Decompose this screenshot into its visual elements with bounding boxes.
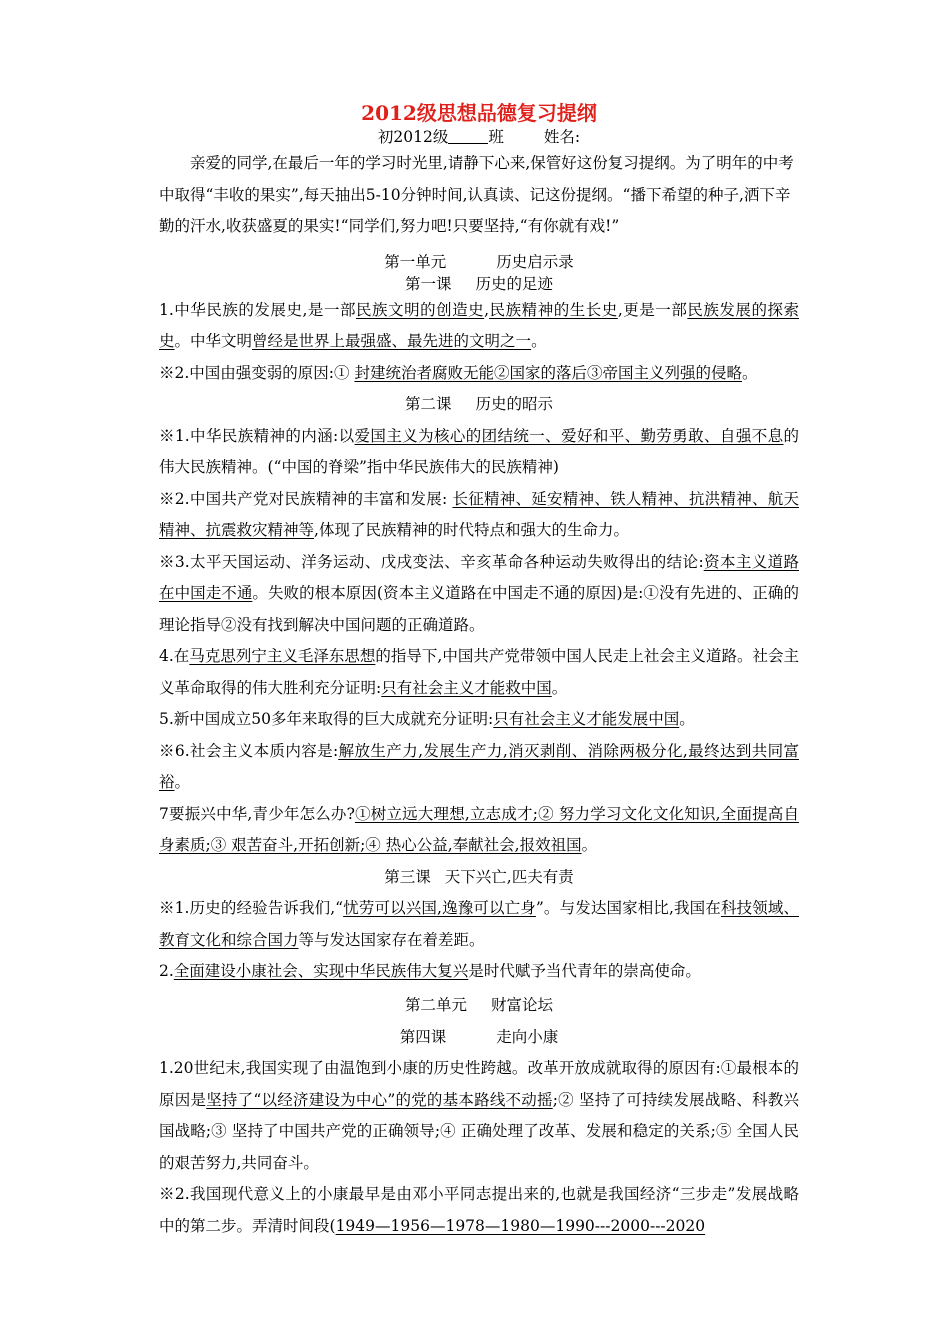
class-blank: [448, 127, 488, 144]
point-paragraph: ※3.太平天国运动、洋务运动、戊戌变法、辛亥革命各种运动失败得出的结论:资本主义道路在中国走不通。失败的根本原因(资本主义道路在中国走不通的原因)是:①没有先进的、正确的理论指导②没有找到解决中国问题的正确道路。: [159, 552, 799, 634]
point-paragraph: 4.在马克思列宁主义毛泽东思想的指导下,中国共产党带领中国人民走上社会主义道路。社会主义革命取得的伟大胜利充分证明:只有社会主义才能救中国。: [159, 647, 799, 697]
point-paragraph: 5.新中国成立50多年来取得的巨大成就充分证明:只有社会主义才能发展中国。: [159, 710, 695, 728]
point-paragraph: ※1.历史的经验告诉我们,“忧劳可以兴国,逸豫可以亡身”。与发达国家相比,我国在科技领域、教育文化和综合国力等与发达国家存在着差距。: [159, 899, 799, 949]
point-paragraph: 7要振兴中华,青少年怎么办?①树立远大理想,立志成才;② 努力学习文化文化知识,全面提高自身素质;③ 艰苦奋斗,开拓创新;④ 热心公益,奉献社会,报效祖国。: [159, 804, 799, 854]
point-paragraph: ※2.中国共产党对民族精神的丰富和发展: 长征精神、延安精神、铁人精神、抗洪精神、航天精神、抗震救灾精神等,体现了民族精神的时代特点和强大的生命力。: [159, 489, 799, 539]
lesson-heading: 第三课 天下兴亡,匹夫有责: [384, 867, 574, 886]
lesson-heading: 第二课 历史的昭示: [404, 395, 554, 413]
unit-heading: 第一单元 历史启示录: [384, 252, 574, 271]
lesson-heading: 第四课 走向小康: [399, 1027, 559, 1046]
class-prefix: 初2012级: [377, 128, 449, 146]
unit-heading: 第二单元 财富论坛: [404, 995, 554, 1014]
point-paragraph: 2.全面建设小康社会、实现中华民族伟大复兴是时代赋予当代青年的崇高使命。: [159, 962, 701, 980]
point-paragraph: ※2.我国现代意义上的小康最早是由邓小平同志提出来的,也就是我国经济“三步走”发展战略中的第二步。弄清时间段(1949—1956—1978—1980—1990---2000---2020: [159, 1185, 799, 1235]
point-paragraph: 1.20世纪末,我国实现了由温饱到小康的历史性跨越。改革开放成就取得的原因有:①最根本的原因是坚持了“以经济建设为中心”的党的基本路线不动摇;② 坚持了可持续发展战略、科教兴国战略;③ 坚持了中国共产党的正确领导;④ 正确处理了改革、发展和稳定的关系;⑤ 全国人民的艰苦努力,共同奋斗。: [159, 1059, 799, 1172]
document-page: [159, 100, 799, 1242]
point-paragraph: 1.中华民族的发展史,是一部民族文明的创造史,民族精神的生长史,更是一部民族发展的探索史。中华文明曾经是世界上最强盛、最先进的文明之一。: [159, 300, 799, 350]
class-suffix: 班: [488, 128, 504, 146]
point-paragraph: ※2.中国由强变弱的原因:① 封建统治者腐败无能②国家的落后③帝国主义列强的侵略。: [159, 363, 758, 382]
point-paragraph: ※1.中华民族精神的内涵:以爱国主义为核心的团结统一、爱好和平、勤劳勇敢、自强不息的伟大民族精神。(“中国的脊梁”指中华民族伟大的民族精神): [159, 426, 799, 476]
point-paragraph: ※6.社会主义本质内容是:解放生产力,发展生产力,消灭剥削、消除两极分化,最终达到共同富裕。: [159, 741, 799, 791]
intro-paragraph: 亲爱的同学,在最后一年的学习时光里,请静下心来,保管好这份复习提纲。为了明年的中考中取得“丰收的果实”,每天抽出5-10分钟时间,认真读、记这份提纲。“播下希望的种子,洒下辛勤的汗水,收获盛夏的果实!“同学们,努力吧!只要坚持,“有你就有戏!”: [159, 154, 794, 235]
lesson-heading: 第一课 历史的足迹: [404, 274, 554, 293]
class-name-line: [159, 126, 799, 148]
document-title: 2012级思想品德复习提纲: [361, 101, 597, 125]
name-label: 姓名:: [543, 128, 581, 146]
